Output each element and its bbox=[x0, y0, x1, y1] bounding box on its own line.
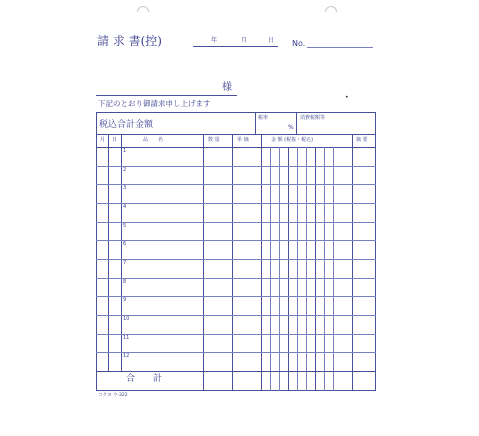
row-number: 11 bbox=[123, 334, 130, 341]
date-day-label: 日 bbox=[268, 37, 275, 44]
invoice-table-frame bbox=[96, 112, 376, 391]
tax-rate-label: 税率 bbox=[258, 115, 269, 121]
date-month-label: 月 bbox=[241, 37, 248, 44]
row-number: 7 bbox=[123, 260, 127, 267]
row-separator bbox=[96, 259, 376, 260]
col-month-header: 月 bbox=[100, 137, 106, 143]
row-number: 2 bbox=[123, 166, 127, 173]
row-separator bbox=[96, 352, 376, 353]
row-separator bbox=[96, 315, 376, 316]
product-code: コクヨ ウ-322 bbox=[98, 393, 128, 398]
row-separator bbox=[96, 184, 376, 185]
binder-hole-left bbox=[137, 6, 149, 12]
total-top-rule bbox=[96, 371, 376, 372]
row-separator bbox=[96, 278, 376, 279]
col-remarks-header: 摘 要 bbox=[356, 137, 368, 143]
row-separator bbox=[96, 166, 376, 167]
row-number: 5 bbox=[123, 222, 127, 229]
summary-bottom-rule bbox=[96, 134, 376, 135]
total-incl-tax-label: 税込合計金額 bbox=[99, 120, 154, 130]
row-number: 10 bbox=[123, 316, 130, 323]
summary-divider-2 bbox=[296, 112, 297, 134]
row-separator bbox=[96, 334, 376, 335]
addressee-sama: 様 bbox=[222, 82, 232, 93]
col-item-name-header: 品 名 bbox=[143, 137, 164, 143]
number-underline bbox=[307, 47, 373, 48]
date-underline bbox=[193, 46, 278, 47]
col-day-header: 日 bbox=[112, 137, 118, 143]
intro-text: 下記のとおり御請求申し上げます bbox=[98, 99, 211, 108]
tax-amount-label: 消費税額等 bbox=[300, 115, 326, 121]
row-number: 12 bbox=[123, 353, 130, 360]
col-line-month-day bbox=[108, 134, 109, 371]
col-line-day-item bbox=[121, 134, 122, 371]
date-year-label: 年 bbox=[211, 37, 218, 44]
addressee-underline bbox=[96, 95, 237, 96]
invoice-title: 請 求 書(控) bbox=[97, 34, 162, 48]
total-label: 合 計 bbox=[126, 374, 163, 384]
col-quantity-header: 数 量 bbox=[208, 137, 220, 143]
col-unit-price-header: 単 価 bbox=[237, 137, 249, 143]
row-number: 9 bbox=[123, 297, 127, 304]
number-label: No. bbox=[292, 39, 306, 48]
tax-rate-percent: % bbox=[288, 124, 294, 131]
row-separator bbox=[96, 203, 376, 204]
summary-divider-1 bbox=[255, 112, 256, 134]
row-number: 3 bbox=[123, 185, 127, 192]
binder-hole-right bbox=[325, 6, 337, 12]
row-number: 6 bbox=[123, 241, 127, 248]
row-number: 1 bbox=[123, 148, 127, 154]
row-separator bbox=[96, 296, 376, 297]
header-bottom-rule bbox=[96, 147, 376, 148]
row-separator bbox=[96, 240, 376, 241]
stray-mark: • bbox=[345, 94, 349, 101]
row-number: 4 bbox=[123, 204, 127, 210]
row-separator bbox=[96, 222, 376, 223]
col-amount-header: 金 額 (税抜・税込) bbox=[271, 137, 314, 143]
row-number: 8 bbox=[123, 278, 127, 285]
